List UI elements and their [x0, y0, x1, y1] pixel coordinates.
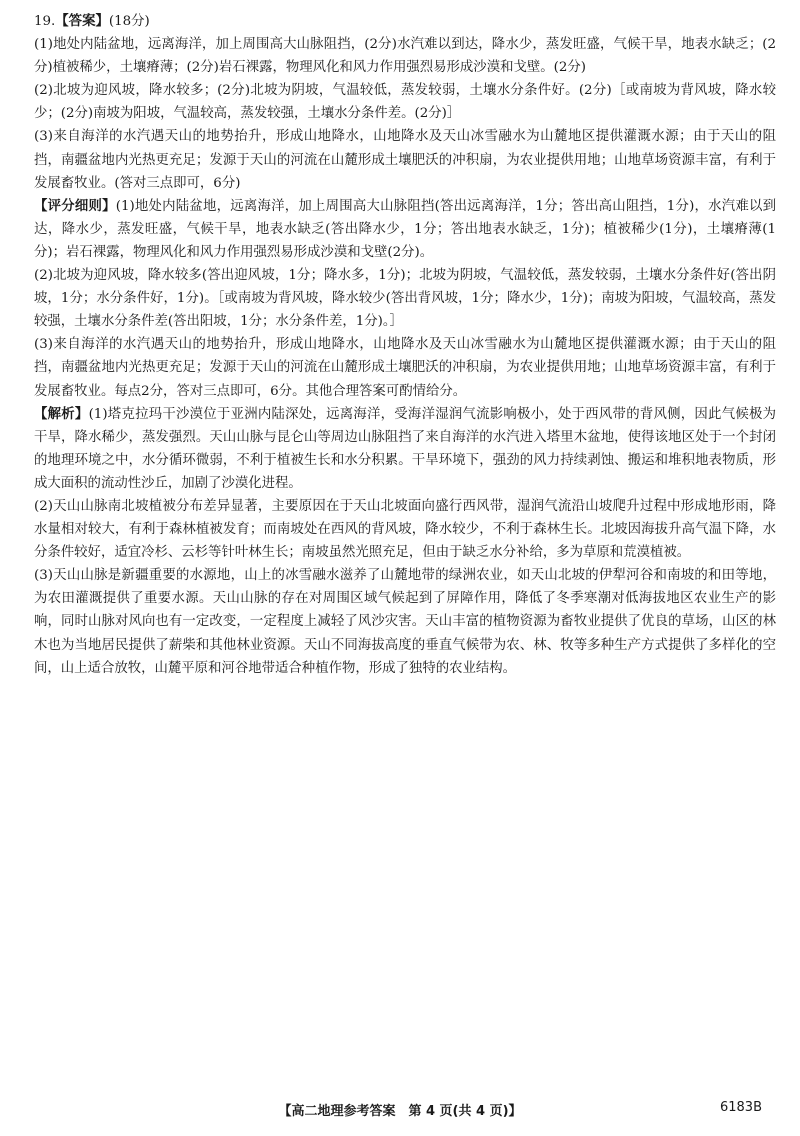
- answer-tag: 【答案】: [55, 14, 109, 29]
- analysis-tag: 【解析】: [34, 406, 89, 422]
- analysis-part-2: (2)天山山脉南北坡植被分布差异显著，主要原因在于天山北坡面向盛行西风带，湿润气流沿山坡爬升过程中形成地形雨，降水量相对较大，有利于森林植被发育；而南坡处在西风的背风坡，降水较少，不利于森林生长。北坡因海拔升高气温下降，水分条件较好，适宜冷杉、云杉等针叶林生长；南坡虽然光照充足，但由于缺乏水分补给，多为草原和荒漠植被。: [34, 498, 776, 561]
- grading-section: [34, 195, 776, 403]
- grading-part-1-text: (1)地处内陆盆地，远离海洋，加上周围高大山脉阻挡(答出远离海洋，1分；答出高山阻挡，1分)，水汽难以到达，降水少，蒸发旺盛，气候干旱，地表水缺乏(答出降水少，1分；答出地表水缺乏，1分)；植被稀少(1分)，土壤瘠薄(1分)；岩石裸露，物理风化和风力作用强烈易形成沙漠和戈壁(2分)。: [34, 198, 777, 260]
- page-footer: [0, 1100, 800, 1122]
- grading-part-2: (2)北坡为迎风坡，降水较多(答出迎风坡，1分；降水多，1分)；北坡为阴坡，气温较低，蒸发较弱，土壤水分条件好(答出阴坡，1分；水分条件好，1分)。［或南坡为背风坡，降水较少(答出背风坡，1分；降水少，1分)；南坡为阳坡，气温较高，蒸发较强，土壤水分条件差(答出阳坡，1分；水分条件差，1分)。］: [34, 268, 776, 330]
- analysis-section: [34, 403, 776, 680]
- question-score: (18分): [108, 14, 150, 29]
- answer-section: [34, 33, 776, 195]
- footer-doc-code: 6183B: [719, 1100, 762, 1115]
- analysis-part-1-text: (1)塔克拉玛干沙漠位于亚洲内陆深处，远离海洋，受海洋湿润气流影响极小，处于西风带的背风侧，因此气候极为干旱，降水稀少，蒸发强烈。天山山脉与昆仑山等周边山脉阻挡了来自海洋的水汽进入塔里木盆地，使得该地区处于一个封闭的地理环境之中，水分循环微弱，不利于植被生长和水分积累。干旱环境下，强劲的风力持续剥蚀、搬运和堆积地表物质，形成大面积的流动性沙丘，加剧了沙漠化进程。: [34, 406, 777, 491]
- grading-tag: 【评分细则】: [34, 198, 116, 214]
- grading-part-3: (3)来自海洋的水汽遇天山的地势抬升，形成山地降水，山地降水及天山冰雪融水为山麓地区提供灌溉水源；由于天山的阻挡，南疆盆地内光热更充足；发源于天山的河流在山麓形成土壤肥沃的冲积扇，为农业提供用地；山地草场资源丰富，有利于发展畜牧业。每点2分，答对三点即可，6分。其他合理答案可酌情给分。: [34, 337, 776, 399]
- analysis-part-1: [34, 403, 776, 495]
- question-number: 19.: [34, 14, 56, 29]
- grading-part-1: [34, 195, 776, 264]
- footer-page-label: 【高二地理参考答案 第 4 页(共 4 页)】: [278, 1104, 522, 1119]
- question-header: [34, 10, 776, 33]
- answer-part-1: (1)地处内陆盆地，远离海洋，加上周围高大山脉阻挡，(2分)水汽难以到达，降水少，蒸发旺盛，气候干旱，地表水缺乏；(2分)植被稀少，土壤瘠薄；(2分)岩石裸露，物理风化和风力作用强烈易形成沙漠和戈壁。(2分): [34, 37, 776, 76]
- answer-part-3: (3)来自海洋的水汽遇天山的地势抬升，形成山地降水，山地降水及天山冰雪融水为山麓地区提供灌溉水源；由于天山的阻挡，南疆盆地内光热更充足；发源于天山的河流在山麓形成土壤肥沃的冲积扇，为农业提供用地；山地草场资源丰富，有利于发展畜牧业。(答对三点即可，6分): [34, 129, 776, 191]
- answer-document: [34, 10, 776, 680]
- analysis-part-3: (3)天山山脉是新疆重要的水源地，山上的冰雪融水滋养了山麓地带的绿洲农业，如天山北坡的伊犁河谷和南坡的和田等地，为农田灌溉提供了重要水源。天山山脉的存在对周围区域气候起到了屏障作用，降低了冬季寒潮对低海拔地区农业生产的影响，同时山脉对风向也有一定改变，一定程度上减轻了风沙灾害。天山丰富的植物资源为畜牧业提供了优良的草场，山区的林木也为当地居民提供了薪柴和其他林业资源。天山不同海拔高度的垂直气候带为农、林、牧等多种生产方式提供了多样化的空间，山上适合放牧，山麓平原和河谷地带适合种植作物，形成了独特的农业结构。: [34, 568, 776, 676]
- answer-part-2: (2)北坡为迎风坡，降水较多；(2分)北坡为阴坡，气温较低，蒸发较弱，土壤水分条件好。(2分)［或南坡为背风坡，降水较少；(2分)南坡为阳坡，气温较高，蒸发较强，土壤水分条件差。(2分)］: [34, 83, 776, 122]
